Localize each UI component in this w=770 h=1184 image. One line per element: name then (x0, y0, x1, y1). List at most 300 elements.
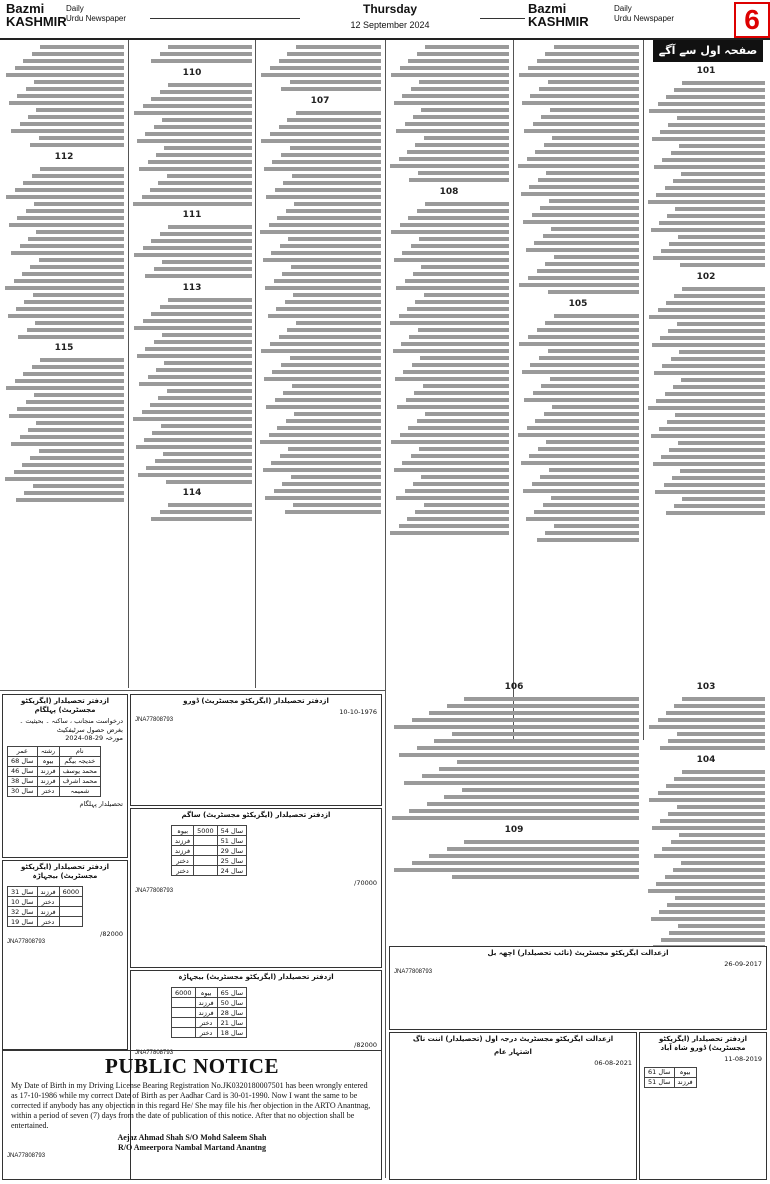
text-line (405, 279, 509, 283)
column-rule (385, 40, 386, 1178)
text-line (672, 476, 765, 480)
text-line (154, 125, 252, 129)
table-cell: 29 سال (217, 846, 247, 856)
text-line (264, 167, 381, 171)
text-line (673, 868, 765, 872)
table-cell (194, 836, 218, 846)
continuation-number: 103 (696, 682, 716, 692)
text-line (521, 192, 639, 196)
text-line (11, 251, 124, 255)
text-line (654, 165, 765, 169)
table-cell: 38 سال (8, 776, 38, 786)
text-line (20, 122, 124, 126)
table-cell: 50 سال (217, 998, 247, 1008)
text-line (545, 321, 639, 325)
continuation-number: 107 (310, 95, 330, 106)
text-line (529, 454, 639, 458)
header-center (300, 2, 480, 30)
table-cell: 61 سال (645, 1067, 675, 1077)
text-line (150, 188, 252, 192)
text-line (396, 286, 509, 290)
text-line (545, 262, 639, 266)
text-line (27, 328, 124, 332)
table-header-row (8, 746, 101, 756)
notice-date: مورخہ 29-08-2024 (65, 734, 123, 742)
text-lines (132, 45, 252, 63)
text-line (156, 153, 252, 157)
text-line (666, 301, 765, 305)
text-line (402, 461, 509, 465)
text-line (160, 52, 252, 56)
text-line (266, 195, 381, 199)
text-line (678, 441, 765, 445)
text-line (678, 924, 765, 928)
table-row (172, 826, 247, 836)
right-brand (528, 1, 675, 29)
right-sub-daily: Daily (614, 4, 632, 13)
text-line (292, 174, 381, 178)
header-day: Thursday (362, 2, 417, 16)
text-line (409, 335, 509, 339)
text-line (17, 94, 124, 98)
text-line (20, 244, 124, 248)
text-line (162, 260, 252, 264)
text-line (413, 272, 509, 276)
text-line (406, 398, 509, 402)
text-line (534, 241, 639, 245)
jna-code: JNA77808793 (394, 968, 433, 975)
table-row (172, 998, 247, 1008)
text-line (286, 419, 381, 423)
text-line (167, 389, 252, 393)
text-line (527, 157, 639, 161)
text-line (168, 45, 252, 49)
text-line (651, 917, 765, 921)
column-rule (128, 40, 129, 688)
text-line (666, 711, 765, 715)
notice-title: ازدفتر تحصیلدار (ایگزیکٹو مجسٹریٹ) ڈورو (183, 697, 329, 705)
text-line (654, 854, 765, 858)
table-cell (172, 1018, 196, 1028)
jna-code: JNA77808793 (7, 1153, 46, 1159)
text-line (261, 349, 381, 353)
text-line (662, 158, 765, 162)
table-cell: 5000 (194, 826, 218, 836)
table-cell (172, 1008, 196, 1018)
table-cell: 6000 (59, 887, 83, 897)
text-line (665, 186, 765, 190)
text-line (287, 52, 381, 56)
text-line (272, 160, 381, 164)
text-line (651, 434, 765, 438)
text-line (527, 426, 639, 430)
text-line (677, 322, 766, 326)
table-cell: 46 سال (8, 766, 38, 776)
text-line (524, 398, 639, 402)
text-line (144, 438, 252, 442)
text-line (679, 350, 765, 354)
text-line (134, 253, 252, 257)
text-line (655, 490, 765, 494)
text-line (664, 483, 765, 487)
right-brand-top: Bazmi (528, 1, 567, 16)
text-line (417, 419, 509, 423)
text-line (530, 363, 639, 367)
text-line (662, 847, 765, 851)
text-lines (647, 770, 765, 963)
text-line (17, 407, 124, 411)
text-line (270, 66, 381, 70)
continuation-number: 102 (696, 271, 716, 282)
text-line (290, 356, 382, 360)
text-line (464, 840, 639, 844)
text-lines (4, 358, 124, 502)
text-line (290, 146, 382, 150)
text-line (274, 279, 381, 283)
text-line (538, 178, 639, 182)
notice-sagam (130, 808, 382, 968)
header-rule-left (150, 18, 300, 19)
text-line (405, 489, 509, 493)
text-line (673, 179, 765, 183)
text-line (32, 174, 124, 178)
continuation-number: 109 (504, 824, 524, 835)
text-line (419, 80, 509, 84)
text-line (394, 101, 509, 105)
text-line (168, 298, 252, 302)
text-line (423, 384, 509, 388)
text-line (14, 279, 124, 283)
text-line (293, 503, 381, 507)
text-line (143, 319, 252, 323)
text-line (279, 125, 381, 129)
text-line (666, 784, 765, 788)
text-line (544, 143, 639, 147)
text-line (11, 442, 124, 446)
column-rule (643, 40, 644, 740)
table-cell: دختر (172, 856, 194, 866)
text-line (669, 242, 765, 246)
text-line (271, 461, 381, 465)
jna-code: JNA77808793 (7, 938, 46, 945)
text-line (421, 108, 509, 112)
text-line (408, 59, 509, 63)
text-line (9, 414, 124, 418)
text-line (390, 321, 509, 325)
right-brand-sub (614, 4, 694, 24)
text-line (408, 216, 509, 220)
text-line (654, 371, 765, 375)
text-line (291, 265, 381, 269)
text-line (291, 475, 381, 479)
text-line (271, 251, 381, 255)
text-line (395, 377, 509, 381)
text-line (260, 440, 381, 444)
text-line (393, 349, 509, 353)
notice-subtitle: اشتہار عام (494, 1048, 532, 1056)
text-line (548, 80, 640, 84)
right-sub-urdu: Urdu Newspaper (614, 14, 675, 23)
text-line (681, 172, 765, 176)
text-line (296, 45, 381, 49)
text-line (649, 798, 765, 802)
text-line (402, 94, 509, 98)
text-line (23, 181, 124, 185)
text-line (665, 875, 765, 879)
text-line (294, 412, 381, 416)
text-line (667, 420, 765, 424)
table-cell (59, 907, 83, 917)
text-line (296, 321, 381, 325)
text-line (14, 470, 124, 474)
text-line (413, 482, 509, 486)
left-sub-urdu: Urdu Newspaper (66, 14, 127, 23)
table-row (645, 1077, 697, 1087)
table-cell: شمیمہ (59, 786, 101, 796)
text-line (674, 294, 765, 298)
text-line (18, 335, 124, 339)
table-cell: 19 سال (8, 917, 38, 927)
continuation-number: 106 (504, 682, 524, 692)
text-line (658, 102, 765, 106)
text-lines (517, 45, 639, 294)
table-cell: بیوہ (195, 988, 217, 998)
text-line (279, 335, 381, 339)
text-line (403, 370, 509, 374)
text-line (417, 746, 640, 750)
text-line (554, 255, 639, 259)
header-date: 12 September 2024 (350, 20, 430, 30)
text-line (668, 123, 765, 127)
text-line (677, 805, 766, 809)
text-line (674, 704, 765, 708)
text-line (415, 300, 509, 304)
text-line (11, 129, 124, 133)
text-line (541, 384, 639, 388)
table-cell: 25 سال (217, 856, 247, 866)
text-line (425, 412, 509, 416)
text-line (648, 200, 765, 204)
text-line (264, 377, 381, 381)
table-cell: بیوہ (172, 826, 194, 836)
table-cell: فرزند (172, 846, 194, 856)
text-line (396, 129, 509, 133)
text-line (400, 66, 509, 70)
text-line (546, 171, 639, 175)
text-line (394, 868, 639, 872)
text-line (540, 206, 639, 210)
text-line (282, 272, 381, 276)
text-line (148, 375, 252, 379)
text-line (681, 861, 765, 865)
text-line (392, 816, 640, 820)
jna-code: JNA77808793 (135, 887, 174, 894)
text-line (409, 809, 639, 813)
table-row (8, 907, 83, 917)
text-lines (389, 202, 509, 535)
text-line (533, 391, 639, 395)
text-line (552, 136, 639, 140)
table-cell: دختر (195, 1028, 217, 1038)
article-column-3b (389, 680, 639, 940)
table-cell: فرزند (37, 907, 59, 917)
text-line (523, 489, 639, 493)
text-line (270, 342, 381, 346)
text-line (409, 178, 509, 182)
text-line (151, 97, 252, 101)
text-line (549, 199, 639, 203)
text-line (425, 45, 509, 49)
table-cell: فرزند (37, 766, 59, 776)
text-line (661, 455, 765, 459)
table-cell: 54 سال (217, 826, 247, 836)
notice-title: ازدفتر تحصیلدار (ایگزیکٹو مجسٹریٹ) پہلگام (20, 697, 110, 714)
text-line (661, 249, 765, 253)
text-line (668, 329, 765, 333)
text-line (530, 94, 639, 98)
text-line (6, 195, 124, 199)
text-line (417, 209, 509, 213)
text-line (680, 469, 765, 473)
text-line (656, 193, 765, 197)
text-line (160, 232, 252, 236)
text-line (439, 767, 639, 771)
text-line (274, 489, 381, 493)
text-line (17, 216, 124, 220)
text-line (28, 115, 124, 119)
text-line (8, 314, 124, 318)
text-line (151, 59, 252, 63)
table-cell: دختر (195, 1018, 217, 1028)
text-line (142, 195, 252, 199)
text-line (293, 293, 381, 297)
text-line (281, 87, 381, 91)
text-line (413, 115, 509, 119)
heirs-table (644, 1067, 697, 1088)
text-line (666, 511, 765, 515)
public-notice-signatory: Aejaz Ahmad Shah S/O Mohd Saleem Shah (117, 1133, 267, 1142)
text-line (529, 185, 639, 189)
notice-dooru-shahabad (639, 1032, 767, 1180)
text-line (155, 459, 252, 463)
header-rule-right (480, 18, 525, 19)
text-line (532, 213, 639, 217)
table-row (172, 836, 247, 846)
text-line (34, 80, 124, 84)
text-line (292, 384, 381, 388)
text-line (158, 181, 252, 185)
text-lines (259, 45, 381, 91)
text-line (36, 230, 124, 234)
text-line (537, 269, 639, 273)
table-row (172, 866, 247, 876)
table-cell: فرزند (37, 776, 59, 786)
text-line (400, 433, 509, 437)
text-line (151, 517, 252, 521)
notice-bijbehara-1 (2, 860, 128, 1050)
text-lines (647, 81, 765, 267)
text-line (405, 122, 509, 126)
text-line (283, 391, 381, 395)
right-brand-bottom: KASHMIR (528, 14, 589, 29)
text-line (541, 115, 639, 119)
text-lines (647, 287, 765, 515)
text-line (415, 510, 509, 514)
public-notice-address: R/O Ameerpora Nambal Martand Anantng (118, 1143, 266, 1152)
article-column-2 (517, 42, 639, 732)
text-line (419, 237, 509, 241)
text-line (390, 531, 509, 535)
article-column-6 (4, 42, 124, 682)
table-row (8, 887, 83, 897)
text-line (677, 116, 766, 120)
text-line (20, 435, 124, 439)
notice-dooru (130, 694, 382, 806)
text-line (154, 267, 252, 271)
text-line (394, 468, 509, 472)
text-line (682, 81, 765, 85)
text-line (30, 456, 124, 460)
text-line (32, 52, 124, 56)
text-line (151, 239, 252, 243)
text-line (457, 760, 640, 764)
text-line (675, 413, 765, 417)
text-line (420, 356, 509, 360)
table-row (172, 988, 247, 998)
text-line (136, 445, 252, 449)
text-line (26, 87, 124, 91)
text-line (658, 791, 765, 795)
text-line (270, 132, 381, 136)
text-line (668, 812, 765, 816)
text-line (287, 118, 381, 122)
table-cell: فرزند (37, 887, 59, 897)
text-line (269, 223, 381, 227)
text-line (682, 770, 765, 774)
text-line (164, 146, 252, 150)
text-line (447, 847, 640, 851)
text-line (391, 230, 509, 234)
text-line (399, 314, 509, 318)
text-line (545, 531, 639, 535)
text-line (39, 449, 124, 453)
notice-amount: 82000/ (100, 930, 123, 938)
text-line (160, 510, 252, 514)
text-line (39, 258, 124, 262)
table-cell: 51 سال (217, 836, 247, 846)
table-row (8, 766, 101, 776)
text-line (150, 403, 252, 407)
text-line (145, 274, 252, 278)
text-line (30, 143, 124, 147)
text-line (145, 347, 252, 351)
text-line (671, 151, 765, 155)
text-line (167, 174, 252, 178)
table-cell: 10 سال (8, 897, 38, 907)
notice-signature: تحصیلدار پہلگام (79, 799, 123, 808)
text-lines (517, 314, 639, 542)
text-line (411, 87, 509, 91)
text-line (671, 840, 765, 844)
text-line (537, 328, 639, 332)
text-line (452, 732, 640, 736)
text-line (407, 150, 509, 154)
text-line (166, 480, 252, 484)
text-line (5, 286, 124, 290)
table-cell: دختر (37, 897, 59, 907)
text-line (462, 788, 640, 792)
text-line (280, 244, 381, 248)
